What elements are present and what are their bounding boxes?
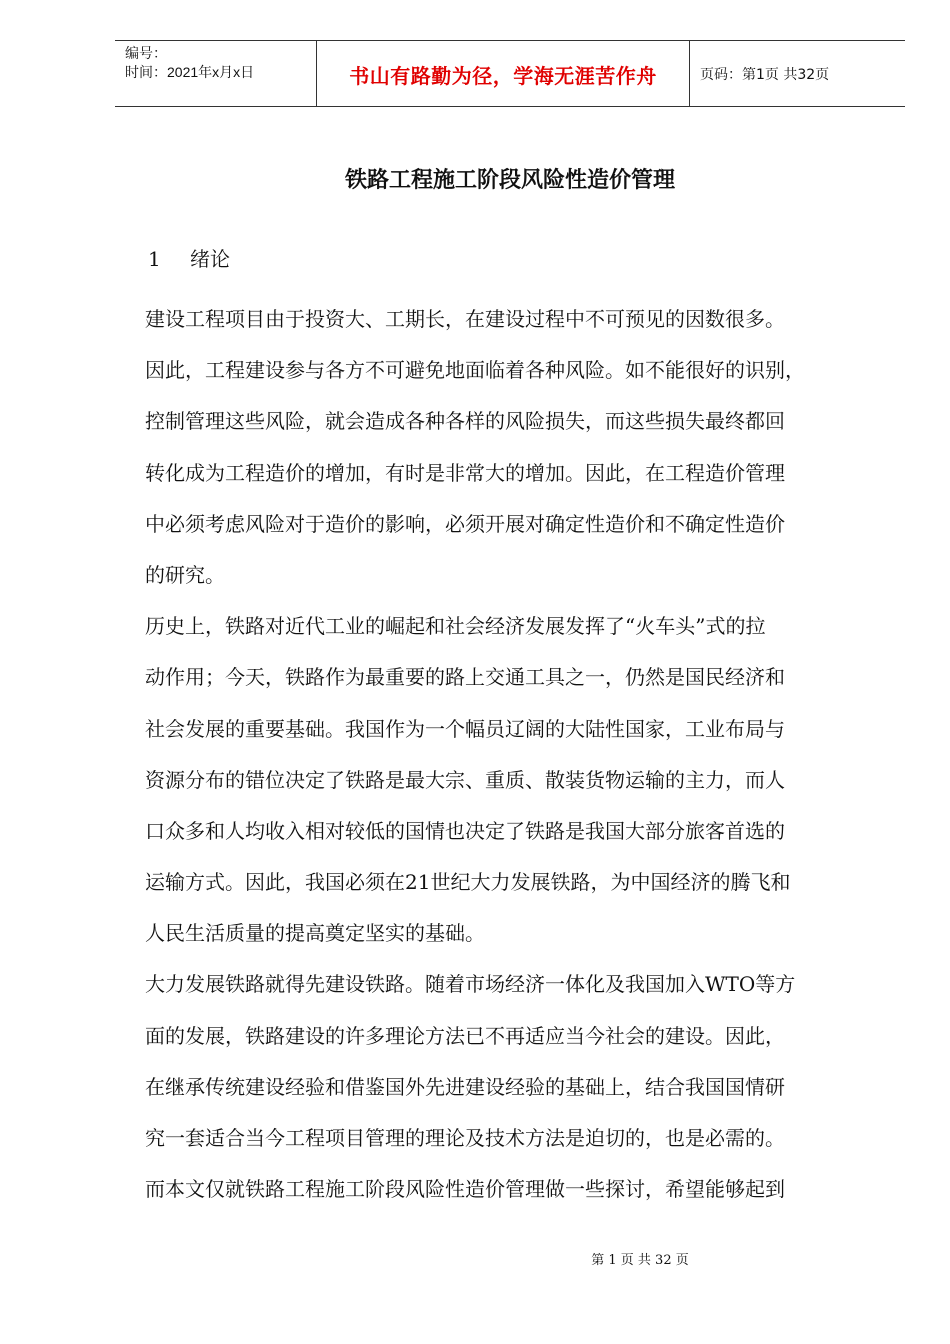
body-line: 大力发展铁路就得先建设铁路。随着市场经济一体化及我国加入WTO等方 [145, 972, 796, 997]
body-line: 控制管理这些风险，就会造成各种各样的风险损失，而这些损失最终都回 [145, 409, 785, 434]
body-line: 社会发展的重要基础。我国作为一个幅员辽阔的大陆性国家，工业布局与 [145, 716, 785, 741]
body-line: 资源分布的错位决定了铁路是最大宗、重质、散装货物运输的主力，而人 [145, 767, 785, 792]
header-meta [125, 44, 315, 82]
section-title: 绪论 [190, 247, 230, 271]
body-line: 在继承传统建设经验和借鉴国外先进建设经验的基础上，结合我国国情研 [145, 1074, 785, 1099]
body-line: 究一套适合当今工程项目管理的理论及技术方法是迫切的，也是必需的。 [145, 1126, 785, 1150]
document-title: 铁路工程施工阶段风险性造价管理 [344, 167, 675, 193]
header-motto: 书山有路勤为径，学海无涯苦作舟 [349, 63, 657, 88]
body-line: 人民生活质量的提高奠定坚实的基础。 [145, 921, 485, 946]
body-line: 历史上，铁路对近代工业的崛起和社会经济发展发挥了“火车头”式的拉 [145, 614, 766, 639]
body-line: 动作用；今天，铁路作为最重要的路上交通工具之一，仍然是国民经济和 [145, 665, 785, 690]
body-line: 转化成为工程造价的增加，有时是非常大的增加。因此，在工程造价管理 [145, 460, 785, 485]
body-line: 因此，工程建设参与各方不可避免地面临着各种风险。如不能很好的识别， [145, 358, 805, 383]
body-line: 的研究。 [145, 562, 225, 587]
page-footer: 第 1 页 共 32 页 [591, 1253, 689, 1268]
header-number-label: 编号： [125, 45, 167, 61]
section-number: 1 [148, 247, 161, 271]
header-time-label: 时间：2021年x月x日 [125, 64, 255, 80]
page-header [115, 40, 905, 107]
body-line: 运输方式。因此，我国必须在21世纪大力发展铁路，为中国经济的腾飞和 [145, 870, 791, 895]
header-divider-right [689, 41, 690, 107]
body-line: 而本文仅就铁路工程施工阶段风险性造价管理做一些探讨，希望能够起到 [145, 1177, 785, 1202]
body-line: 口众多和人均收入相对较低的国情也决定了铁路是我国大部分旅客首选的 [145, 818, 785, 843]
body-line: 中必须考虑风险对于造价的影响，必须开展对确定性造价和不确定性造价 [145, 511, 785, 536]
body-line: 面的发展，铁路建设的许多理论方法已不再适应当今社会的建设。因此， [145, 1023, 785, 1048]
header-page-info: 页码：第1页 共32页 [700, 67, 830, 83]
body-line: 建设工程项目由于投资大、工期长，在建设过程中不可预见的因数很多。 [145, 307, 785, 331]
section-heading [148, 243, 230, 272]
body-text [145, 294, 867, 1215]
